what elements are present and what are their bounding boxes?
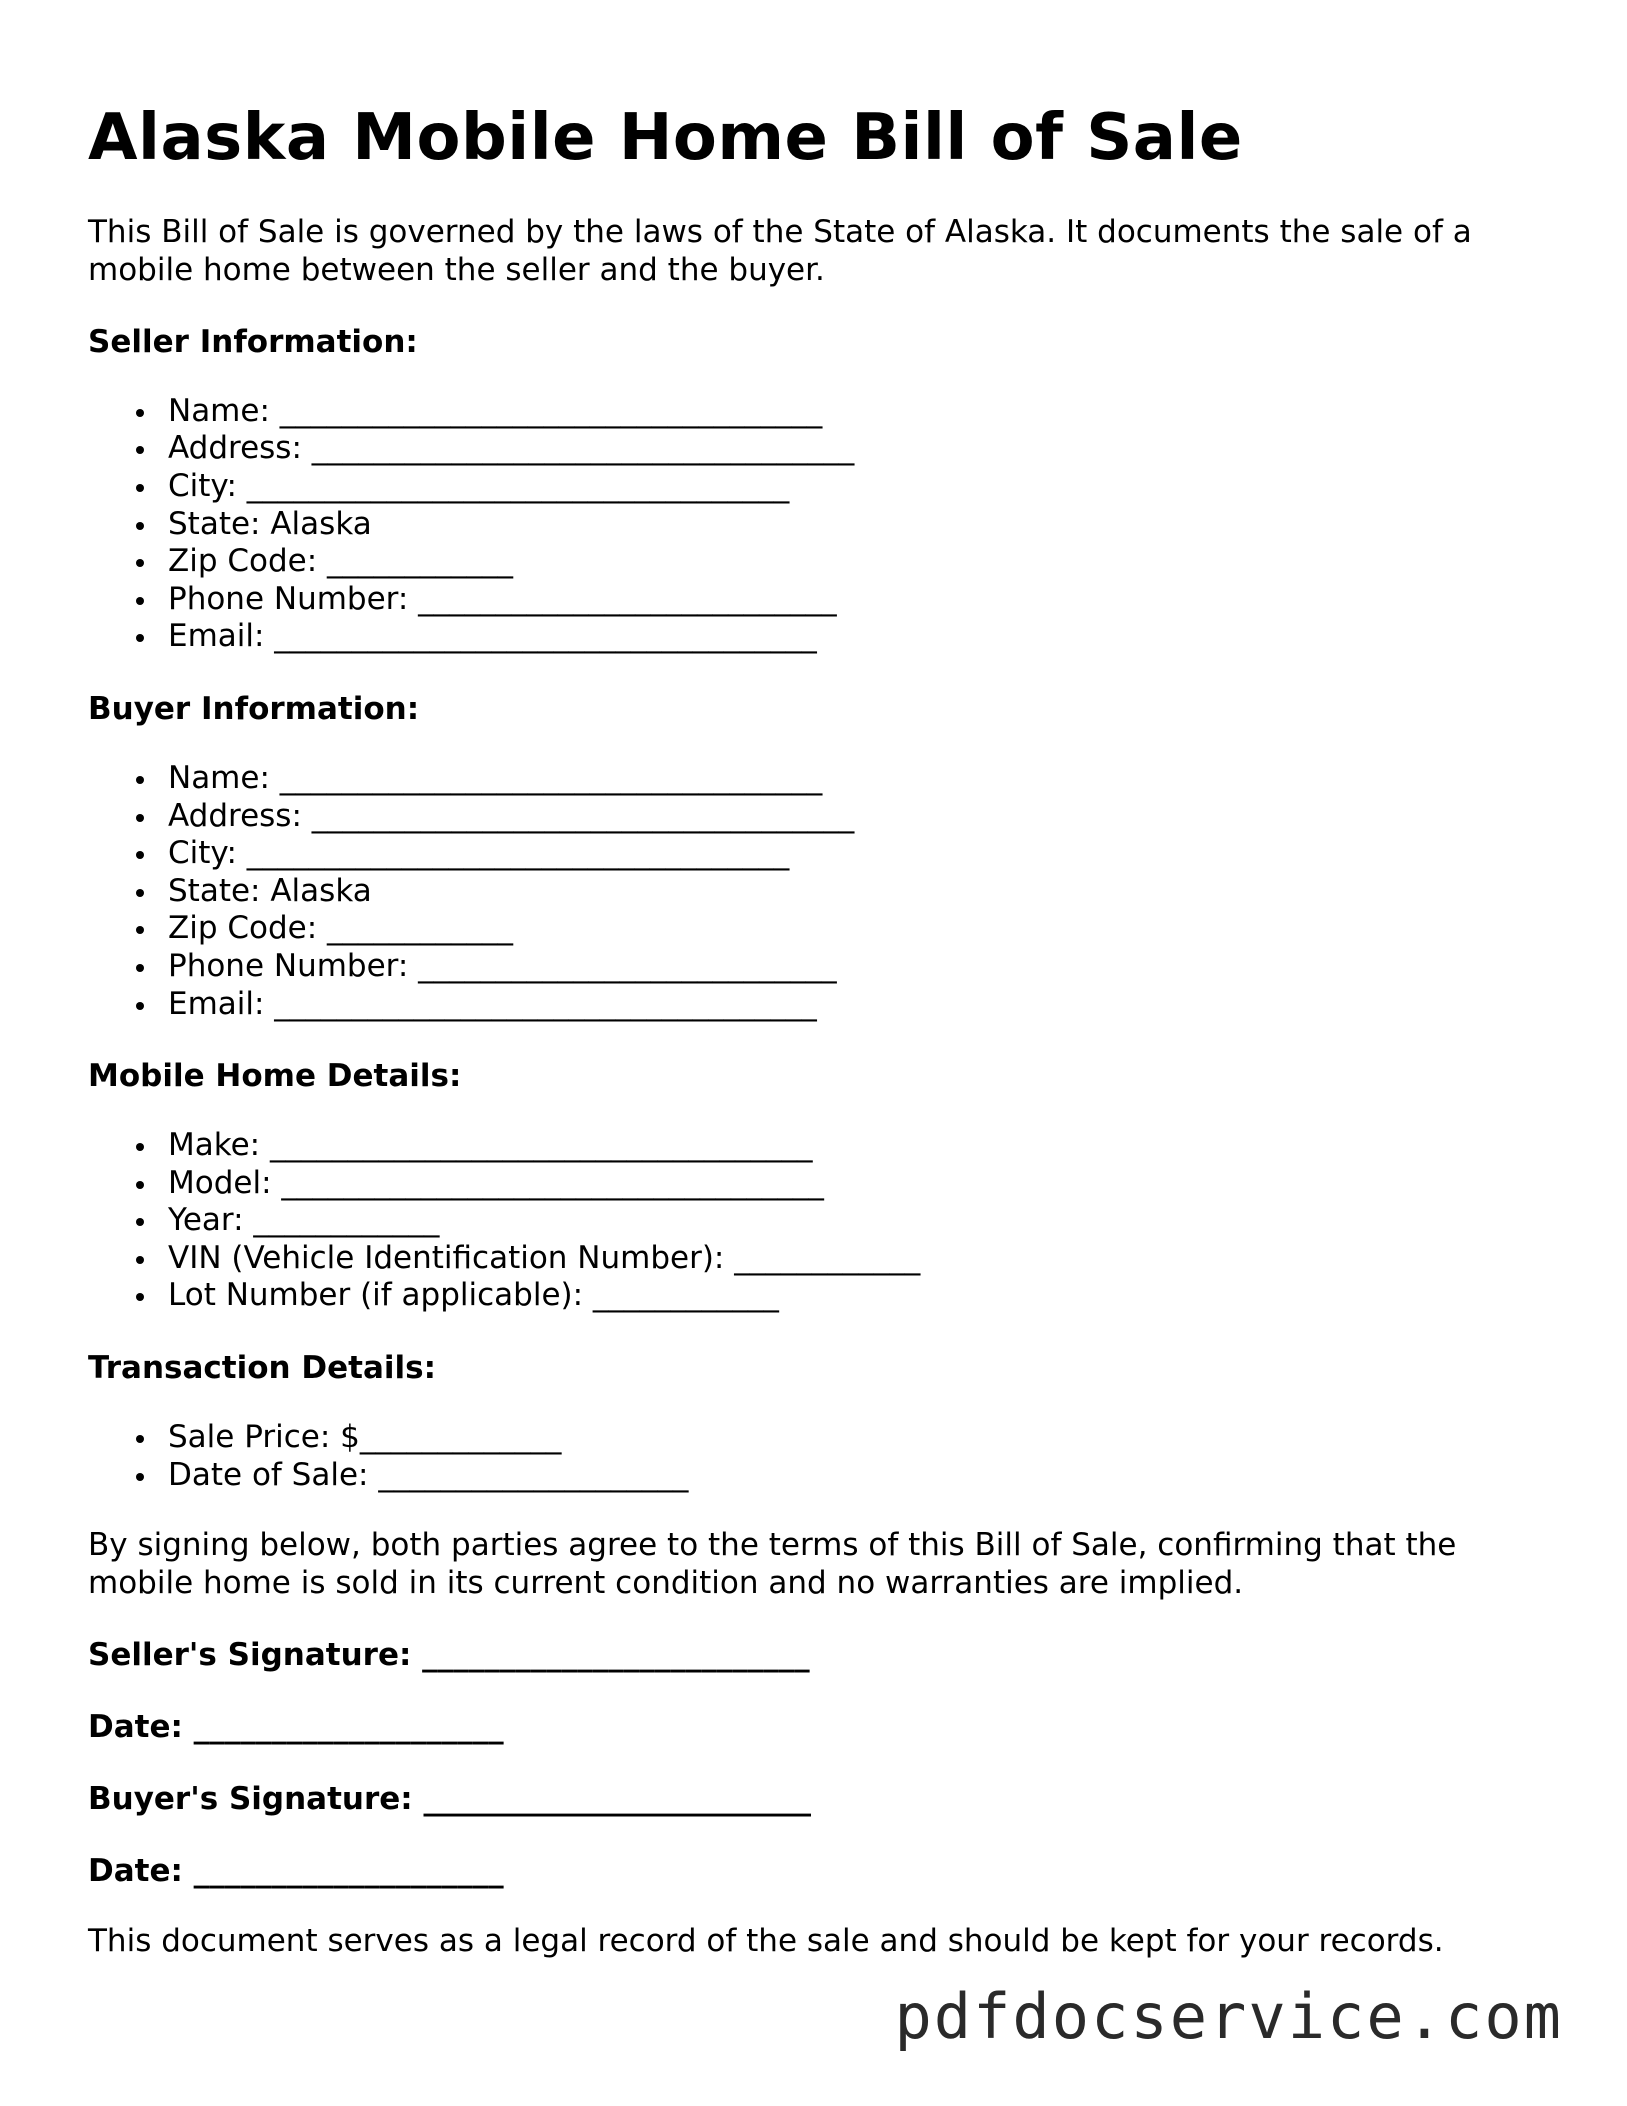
- mobile-home-year-field[interactable]: Year: ____________: [168, 1202, 1528, 1240]
- buyer-section-heading: Buyer Information:: [88, 690, 420, 727]
- mobile-home-fields-list: [88, 1127, 1528, 1315]
- buyer-zip-field[interactable]: Zip Code: ____________: [168, 910, 1528, 948]
- seller-name-field[interactable]: Name: ___________________________________: [168, 393, 1528, 431]
- mobile-home-make-field[interactable]: Make: ___________________________________: [168, 1127, 1528, 1165]
- buyer-address-field[interactable]: Address: ___________________________________: [168, 798, 1528, 836]
- seller-date-line[interactable]: Date: ____________________: [88, 1709, 504, 1746]
- mobile-home-model-field[interactable]: Model: ___________________________________: [168, 1165, 1528, 1203]
- seller-email-field[interactable]: Email: ___________________________________: [168, 618, 1528, 656]
- agreement-paragraph: By signing below, both parties agree to the terms of this Bill of Sale, confirming that the mobile home is sold in its current condition and no warranties are implied.: [88, 1527, 1457, 1602]
- date-of-sale-field[interactable]: Date of Sale: ____________________: [168, 1457, 1528, 1495]
- buyer-state-field: State: Alaska: [168, 873, 1528, 911]
- buyer-email-field[interactable]: Email: ___________________________________: [168, 986, 1528, 1024]
- mobile-home-section-heading: Mobile Home Details:: [88, 1058, 462, 1095]
- buyer-signature-line[interactable]: Buyer's Signature: _________________________: [88, 1781, 811, 1818]
- seller-phone-field[interactable]: Phone Number: ___________________________: [168, 581, 1528, 619]
- seller-state-field: State: Alaska: [168, 506, 1528, 544]
- buyer-city-field[interactable]: City: ___________________________________: [168, 835, 1528, 873]
- transaction-fields-list: [88, 1419, 1528, 1494]
- buyer-date-line[interactable]: Date: ____________________: [88, 1853, 504, 1890]
- mobile-home-lot-number-field[interactable]: Lot Number (if applicable): ____________: [168, 1277, 1528, 1315]
- buyer-phone-field[interactable]: Phone Number: ___________________________: [168, 948, 1528, 986]
- seller-section-heading: Seller Information:: [88, 323, 418, 360]
- seller-zip-field[interactable]: Zip Code: ____________: [168, 543, 1528, 581]
- seller-address-field[interactable]: Address: ___________________________________: [168, 430, 1528, 468]
- seller-fields-list: [88, 393, 1528, 656]
- closing-note: This document serves as a legal record of the sale and should be kept for your records.: [88, 1923, 1444, 1960]
- seller-city-field[interactable]: City: ___________________________________: [168, 468, 1528, 506]
- sale-price-field[interactable]: Sale Price: $_____________: [168, 1419, 1528, 1457]
- watermark-text: pdfdocservice.com: [894, 1980, 1563, 2053]
- intro-paragraph: This Bill of Sale is governed by the laws of the State of Alaska. It documents the sale of a mobile home between the seller and the buyer.: [88, 213, 1472, 288]
- buyer-fields-list: [88, 760, 1528, 1023]
- buyer-name-field[interactable]: Name: ___________________________________: [168, 760, 1528, 798]
- seller-signature-line[interactable]: Seller's Signature: _________________________: [88, 1637, 810, 1674]
- transaction-section-heading: Transaction Details:: [88, 1350, 436, 1387]
- document-title: Alaska Mobile Home Bill of Sale: [88, 101, 1243, 175]
- document-page: [88, 100, 1528, 1960]
- mobile-home-vin-field[interactable]: VIN (Vehicle Identification Number): ____________: [168, 1240, 1528, 1278]
